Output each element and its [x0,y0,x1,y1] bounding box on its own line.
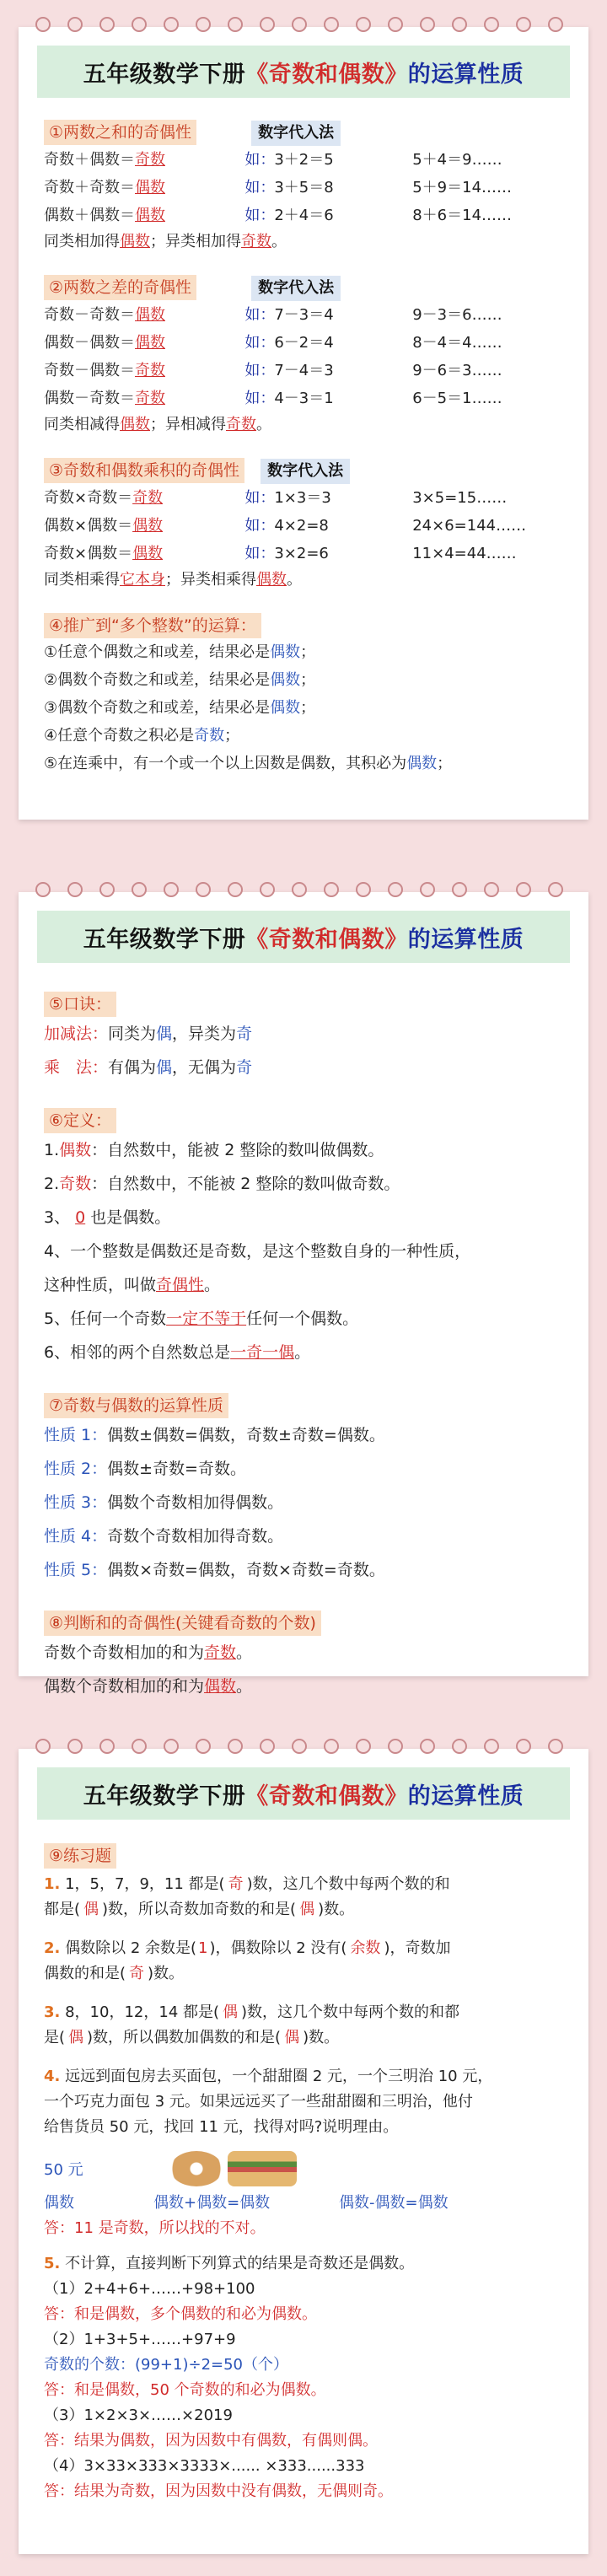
section-definition-head: ⑥定义： [44,1108,116,1133]
sum-rows: 奇数＋偶数＝奇数 如： 3＋2＝5 5＋4＝9…… 奇数＋奇数＝偶数 如： 3＋5＝8 5＋9＝14…… 偶数＋偶数＝偶数 如： 2＋4＝6 8＋6＝14…… [44,151,513,224]
card-2 [19,892,588,1696]
sum-summary: 同类相加得偶数；异类相加得奇数。 [44,233,287,250]
amount-label: 50 元 [44,2161,83,2179]
page-title: 五年级数学下册 《奇数和偶数》 的运算性质 [37,46,570,98]
exercise-head: ⑨练习题 [44,1843,116,1869]
sandwich-image [228,2151,297,2186]
calc-row: 偶数 偶数+偶数=偶数 偶数-偶数=偶数 [44,2194,449,2212]
mnemonic-mul: 乘 法：有偶为偶，无偶为奇 [44,1058,253,1077]
section-sum-parity-head: ⑧判断和的奇偶性(关键看奇数的个数) [44,1611,321,1636]
question-3: 3. 8，10，12，14 都是( 偶 )数，这几个数中每两个数的和都 是( 偶 )数，所以偶数加偶数的和是( 偶 )数。 [44,2003,460,2046]
def-parity-2: 这种性质，叫做奇偶性。 [44,1276,221,1294]
answer-4: 答：11 是奇数，所以找的不对。 [44,2219,266,2237]
odd-count-odd: 奇数个奇数相加的和为奇数。 [44,1643,253,1662]
mnemonic-add: 加减法：同类为偶，异类为奇 [44,1024,253,1043]
def-zero: 3、 0 也是偶数。 [44,1208,171,1227]
def-adjacent: 6、相邻的两个自然数总是一奇一偶。 [44,1343,311,1362]
properties-list: 性质 1：偶数±偶数=偶数，奇数±奇数=偶数。 性质 2：偶数±奇数=奇数。 性质 3：偶数个奇数相加得偶数。 性质 4：奇数个奇数相加得奇数。 性质 5：偶数×奇数=偶数，奇数×奇数=奇数。 [44,1426,385,1579]
def-odd: 2.奇数：自然数中，不能被 2 整除的数叫做奇数。 [44,1175,400,1193]
def-not-equal: 5、任何一个奇数一定不等于任何一个偶数。 [44,1310,359,1328]
section-mnemonic-head: ⑤口诀： [44,992,116,1017]
section-general-head: ④推广到“多个整数”的运算： [44,613,261,638]
question-2: 2. 偶数除以 2 余数是( 1 )，偶数除以 2 没有( 余数 )，奇数加 偶数的和是( 奇 )数。 [44,1939,451,1982]
section-product-head: ③奇数和偶数乘积的奇偶性 [44,458,244,483]
substitution-label: 数字代入法 [261,459,350,484]
def-parity-1: 4、一个整数是偶数还是奇数，是这个整数自身的一种性质， [44,1242,471,1261]
section-properties-head: ⑦奇数与偶数的运算性质 [44,1393,228,1418]
section-diff-head: ②两数之差的奇偶性 [44,275,196,300]
question-5: 5. 不计算，直接判断下列算式的结果是奇数还是偶数。 （1）2+4+6+……+98+100 答：和是偶数，多个偶数的和必为偶数。 （2）1+3+5+……+97+9 奇数的个数：(99+1)÷2=50（个） 答：和是偶数，50 个奇数的和必为偶数。 （3）1×2×3×……×2019 答：结果为偶数，因为因数中有偶数，有偶则偶。 （4）3×33×333×3333×...... ×333......333 答：结果为奇数，因为因数中没有偶数，无偶则奇。 [44,2255,415,2500]
def-even: 1.偶数：自然数中，能被 2 整除的数叫做偶数。 [44,1141,384,1159]
binder-holes [19,15,588,34]
section-sum-head: ①两数之和的奇偶性 [44,120,196,145]
diff-summary: 同类相减得偶数；异相减得奇数。 [44,416,271,433]
question-1: 1. 1，5，7，9，11 都是( 奇 )数，这几个数中每两个数的和 都是( 偶 )数，所以奇数加奇数的和是( 偶 )数。 [44,1875,450,1918]
card-3 [19,1749,588,2554]
page-title: 五年级数学下册 《奇数和偶数》 的运算性质 [37,911,570,963]
even-count-odd: 偶数个奇数相加的和为偶数。 [44,1677,253,1696]
diff-rows: 奇数－奇数＝偶数 如： 7－3＝4 9－3＝6…… 偶数－偶数＝偶数 如： 6－2＝4 8－4＝4…… 奇数－偶数＝奇数 如： 7－4＝3 9－6＝3…… 偶数－奇数＝奇数 如： 4－3＝1 6－5＝1…… [44,306,502,407]
product-summary: 同类相乘得它本身；异类相乘得偶数。 [44,571,302,589]
general-list: ①任意个偶数之和或差，结果必是偶数； ②偶数个奇数之和或差，结果必是偶数； ③偶数个奇数之和或差，结果必是偶数； ④任意个奇数之积必是奇数； ⑤在连乘中，有一个或一个以上因数是偶数，其积必为偶数； [44,643,453,772]
page-title: 五年级数学下册 《奇数和偶数》 的运算性质 [37,1767,570,1820]
question-4: 4. 远远到面包房去买面包，一个甜甜圈 2 元，一个三明治 10 元， 一个巧克力面包 3 元。如果远远买了一些甜甜圈和三明治，他付 给售货员 50 元，找回 11 元，找得对吗?说明理由。 50 元 偶数 偶数+偶数=偶数 偶数-偶数=偶数 答：11 是奇数，所以找的不对。 [44,2064,563,2241]
product-rows: 奇数×奇数＝奇数 如： 1×3＝3 3×5=15…… 偶数×偶数＝偶数 如： 4×2=8 24×6=144…… 奇数×偶数＝偶数 如： 3×2=6 11×4=44…… [44,489,527,562]
card-1 [19,27,588,820]
substitution-label: 数字代入法 [251,121,341,146]
binder-holes [19,880,588,899]
binder-holes [19,1737,588,1756]
donut-image [170,2151,223,2186]
substitution-label: 数字代入法 [251,276,341,301]
